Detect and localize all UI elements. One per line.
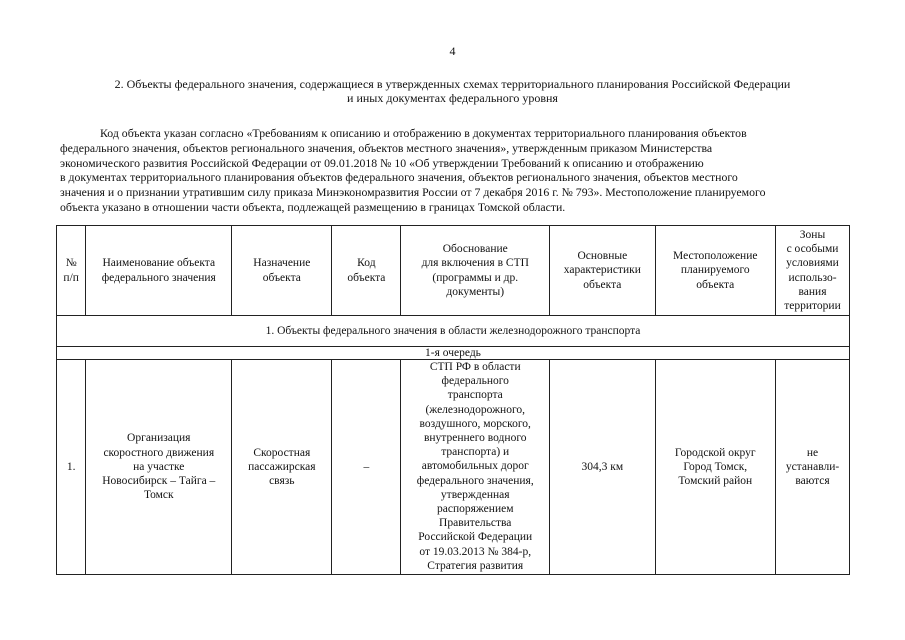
header-name: Наименование объекта федерального значения	[86, 226, 232, 316]
objects-table	[56, 225, 850, 575]
cell-num: 1.	[57, 360, 86, 575]
heading-line-2: и иных документах федерального уровня	[347, 91, 558, 105]
section-heading	[60, 77, 845, 105]
table-row	[57, 360, 850, 575]
cell-location: Городской округ Город Томск, Томский район	[655, 360, 776, 575]
paragraph-line: в документах территориального планирования объектов федерального значения, объектов регионального значения, объектов местного	[60, 170, 738, 185]
header-zones: Зоны с особыми условиями использо- вания территории	[776, 226, 850, 316]
paragraph-line: объекта указано в отношении части объекта, подлежащей размещению в границах Томской области.	[60, 199, 566, 214]
queue-row	[57, 347, 850, 360]
cell-characteristics: 304,3 км	[550, 360, 655, 575]
table-header-row	[57, 226, 850, 316]
cell-basis: СТП РФ в области федерального транспорта (железнодорожного, воздушного, морского, внутреннего водного транспорта) и автомобильных дорог федерального значения, утвержденная распоряжением Правительства Российской Федерации от 19.03.2013 № 384-р, Стратегия развития	[401, 360, 550, 575]
intro-paragraph	[60, 126, 843, 215]
section-title: 1. Объекты федерального значения в области железнодорожного транспорта	[57, 316, 850, 347]
header-basis: Обоснование для включения в СТП (программы и др. документы)	[401, 226, 550, 316]
header-location: Местоположение планируемого объекта	[655, 226, 776, 316]
section-row	[57, 316, 850, 347]
paragraph-line: значения и о признании утратившим силу приказа Минэкономразвития России от 7 декабря 2016 г. № 793». Местоположение планируемого	[60, 185, 766, 200]
paragraph-line: Код объекта указан согласно «Требованиям к описанию и отображению в документах территориального планирования объектов	[100, 126, 747, 140]
header-num: № п/п	[57, 226, 86, 316]
header-code: Код объекта	[332, 226, 401, 316]
cell-zones: не устанавли- ваются	[776, 360, 850, 575]
cell-code: –	[332, 360, 401, 575]
cell-purpose: Скоростная пассажирская связь	[232, 360, 332, 575]
heading-line-1: 2. Объекты федерального значения, содержащиеся в утвержденных схемах территориального планирования Российской Федерации	[114, 77, 791, 91]
cell-name: Организация скоростного движения на участке Новосибирск – Тайга – Томск	[86, 360, 232, 575]
page-number: 4	[449, 44, 456, 58]
header-purpose: Назначение объекта	[232, 226, 332, 316]
paragraph-line: экономического развития Российской Федерации от 09.01.2018 № 10 «Об утверждении Требований к описанию и отображению	[60, 155, 704, 170]
header-characteristics: Основные характеристики объекта	[550, 226, 655, 316]
queue-title: 1-я очередь	[57, 347, 850, 360]
paragraph-line: федерального значения, объектов регионального значения, объектов местного значения», утвержденным приказом Министерства	[60, 140, 713, 155]
